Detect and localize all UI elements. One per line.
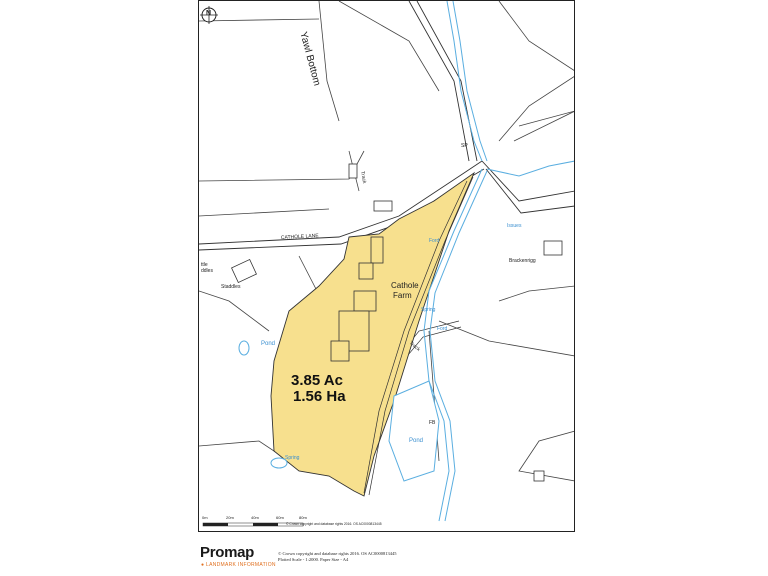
ford-label-2: Ford <box>437 326 448 332</box>
road-label: Yawl Bottom <box>297 30 323 88</box>
compass-letter: N <box>206 10 212 17</box>
spring-label-2: Spring <box>285 455 300 461</box>
footer <box>198 540 575 576</box>
farm-label-2: Farm <box>393 291 412 300</box>
ford-label-1: Ford <box>429 238 440 244</box>
scale-mark-2: 40m <box>251 515 259 520</box>
brackenrigg-label: Brackenrigg <box>509 258 536 264</box>
brand-logo: Promap <box>200 544 255 561</box>
road-north <box>409 1 477 161</box>
edge-text-2: ddles <box>201 268 213 274</box>
map-frame <box>198 0 575 532</box>
map-inner-copyright: © Crown copyright and database rights 2016. OS AC0000813445 <box>286 522 382 526</box>
plotted-scale-text: Plotted Scale - 1:2000. Paper Size - A4 <box>278 557 349 562</box>
scale-mark-4: 80m <box>299 515 307 520</box>
scale-mark-3: 60m <box>276 515 284 520</box>
pond-label-south: Pond <box>409 438 424 444</box>
lane-label: CATHOLE LANE <box>280 233 319 241</box>
area-acres-label: 3.85 Ac <box>291 372 343 389</box>
track-label-1: Track <box>359 170 368 185</box>
sp-label: SP <box>461 143 468 149</box>
spring-label-1: Spring <box>421 307 436 313</box>
issues-label: Issues <box>507 223 522 229</box>
watercourse <box>424 1 575 521</box>
edge-text-1: ttle <box>201 262 208 268</box>
stables-label: Staddles <box>221 284 241 290</box>
fb-label: FB <box>429 420 436 426</box>
copyright-text: © Crown copyright and database rights 2016. OS AC0000813445 <box>278 551 397 556</box>
scale-mark-1: 20m <box>226 515 234 520</box>
brand-tagline: ● LANDMARK INFORMATION <box>201 562 276 568</box>
farm-label-1: Cathole <box>391 281 419 290</box>
road-east <box>482 161 575 213</box>
area-hectares-label: 1.56 Ha <box>293 388 346 405</box>
pond-label-west: Pond <box>261 341 276 347</box>
map-canvas <box>199 1 575 532</box>
track-label-2: Track <box>407 340 422 353</box>
scale-mark-0: 0m <box>202 515 208 520</box>
